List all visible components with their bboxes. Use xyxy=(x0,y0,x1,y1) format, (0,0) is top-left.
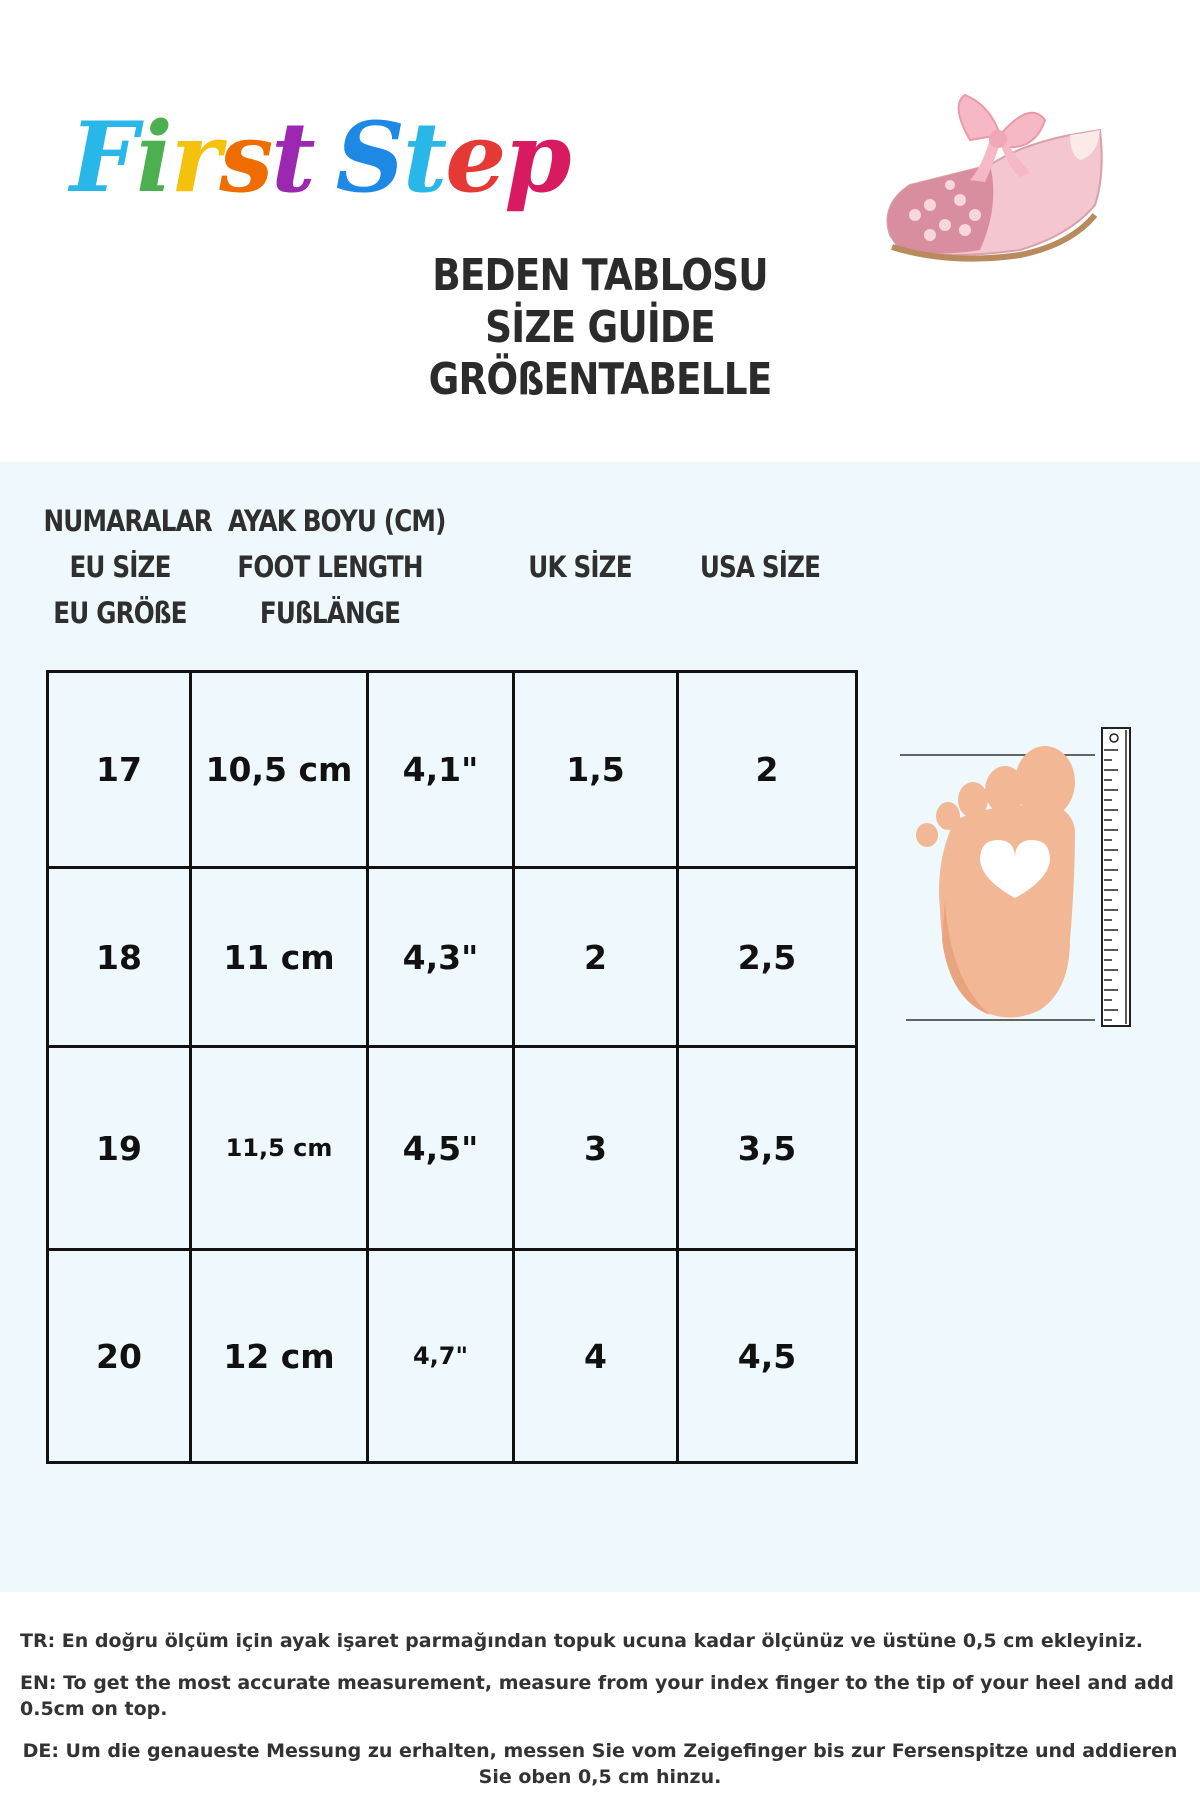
cell-eu: 20 xyxy=(48,1250,191,1463)
title-tr: BEDEN TABLOSU xyxy=(432,250,768,301)
header-eu-tr: NUMARALAR xyxy=(43,504,212,538)
title-en: SİZE GUİDE xyxy=(485,302,715,353)
header-uk-label: UK SİZE xyxy=(528,550,632,584)
cell-uk: 4 xyxy=(514,1250,678,1463)
page-title xyxy=(0,250,1200,406)
note-tr: TR: En doğru ölçüm için ayak işaret parmağından topuk ucuna kadar ölçünüz ve üstüne 0,5 cm ekleyiniz. xyxy=(20,1630,1143,1652)
foot-measure-illustration xyxy=(880,720,1140,1030)
foot-icon xyxy=(916,746,1075,1018)
logo-letter: S xyxy=(335,101,403,214)
cell-uk: 3 xyxy=(514,1047,678,1250)
table-row xyxy=(48,1047,857,1250)
cell-usa: 3,5 xyxy=(678,1047,857,1250)
header-eu-de: EU GRÖßE xyxy=(53,596,187,630)
cell-inch: 4,5" xyxy=(368,1047,514,1250)
header-foot-en: FOOT LENGTH xyxy=(237,550,423,584)
logo-letter: t xyxy=(402,101,446,214)
cell-inch: 4,7" xyxy=(368,1250,514,1463)
cell-usa: 2 xyxy=(678,672,857,868)
header-foot-tr: AYAK BOYU (CM) xyxy=(228,504,446,538)
logo-letter: F xyxy=(70,101,137,214)
table-row xyxy=(48,672,857,868)
header-usa-label: USA SİZE xyxy=(699,550,821,584)
header-foot-length xyxy=(210,498,450,636)
cell-cm: 12 cm xyxy=(191,1250,368,1463)
cell-inch: 4,1" xyxy=(368,672,514,868)
logo-letter: p xyxy=(504,101,570,214)
cell-cm: 11,5 cm xyxy=(191,1047,368,1250)
header-eu-en: EU SİZE xyxy=(69,550,171,584)
note-en: EN: To get the most accurate measurement, measure from your index finger to the tip of your heel and add 0.5cm on top. xyxy=(20,1672,1175,1720)
cell-eu: 19 xyxy=(48,1047,191,1250)
ruler-icon xyxy=(1102,728,1130,1026)
measurement-notes xyxy=(20,1628,1180,1806)
cell-usa: 2,5 xyxy=(678,868,857,1047)
size-table xyxy=(46,670,858,1464)
brand-logo xyxy=(70,101,570,214)
cell-usa: 4,5 xyxy=(678,1250,857,1463)
title-de: GRÖßENTABELLE xyxy=(428,354,772,405)
cell-eu: 17 xyxy=(48,672,191,868)
cell-uk: 2 xyxy=(514,868,678,1047)
logo-letter: t xyxy=(271,101,314,214)
table-row xyxy=(48,868,857,1047)
cell-cm: 10,5 cm xyxy=(191,672,368,868)
table-row xyxy=(48,1250,857,1463)
logo-letter xyxy=(314,110,336,206)
cell-cm: 11 cm xyxy=(191,868,368,1047)
header-eu xyxy=(30,498,210,636)
cell-eu: 18 xyxy=(48,868,191,1047)
header-foot-de: FUßLÄNGE xyxy=(259,596,401,630)
header-uk xyxy=(500,544,660,590)
logo-letter: r xyxy=(170,101,220,214)
cell-uk: 1,5 xyxy=(514,672,678,868)
shoe-image xyxy=(870,85,1110,265)
logo-letter: s xyxy=(219,101,272,214)
logo-letter: i xyxy=(136,101,171,214)
logo-letter: e xyxy=(445,101,505,214)
note-de: DE: Um die genaueste Messung zu erhalten, messen Sie vom Zeigefinger bis zur Fersenspitze und addieren Sie oben 0,5 cm hinzu. xyxy=(22,1740,1178,1788)
cell-inch: 4,3" xyxy=(368,868,514,1047)
header-usa xyxy=(680,544,840,590)
